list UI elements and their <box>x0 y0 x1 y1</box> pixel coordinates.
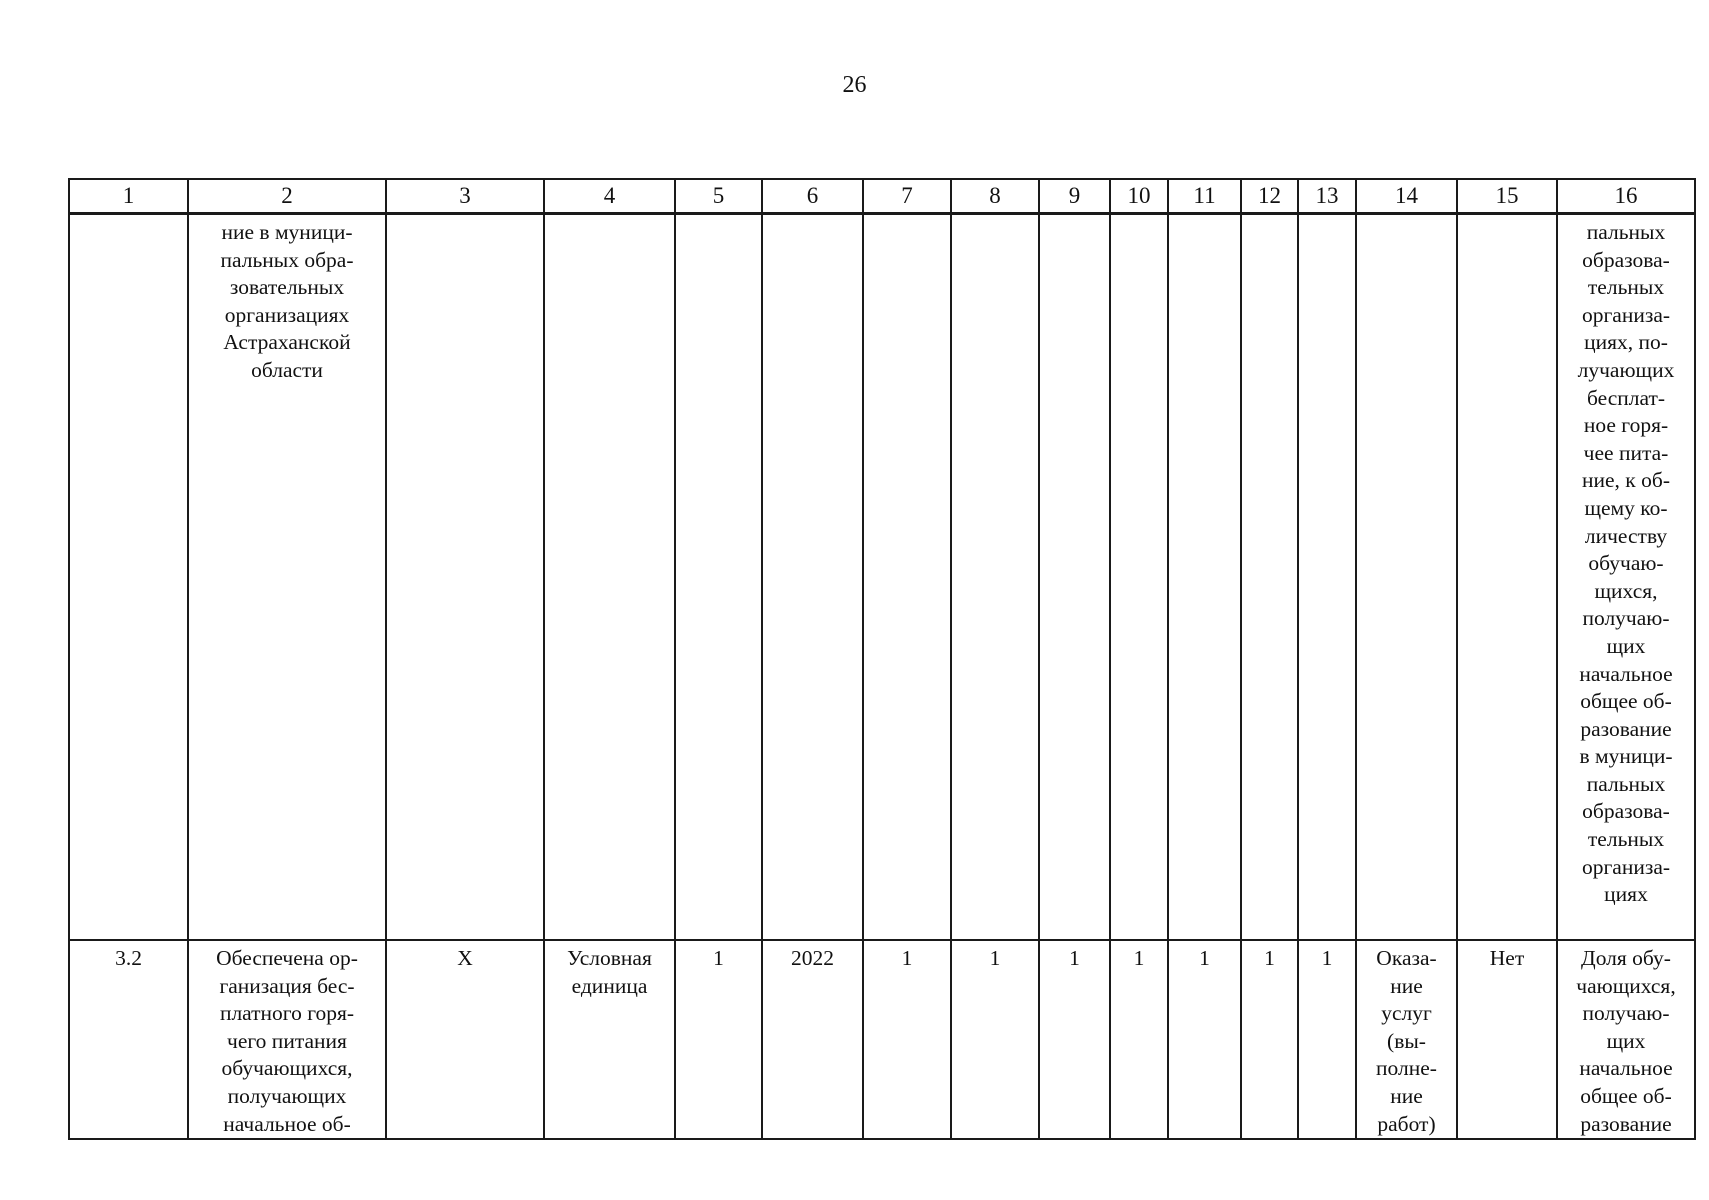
cell-empty <box>69 214 188 941</box>
header-cell-9: 9 <box>1039 179 1110 214</box>
cell-unit: Условная единица <box>544 940 675 1139</box>
cell-col-8: 1 <box>951 940 1039 1139</box>
cell-empty <box>544 214 675 941</box>
header-cell-1: 1 <box>69 179 188 214</box>
cell-empty <box>1298 214 1356 941</box>
header-cell-10: 10 <box>1110 179 1168 214</box>
header-cell-15: 15 <box>1457 179 1557 214</box>
indicator-table <box>68 178 1694 1140</box>
cell-empty <box>386 214 544 941</box>
cell-col-9: 1 <box>1039 940 1110 1139</box>
cell-empty <box>863 214 951 941</box>
cell-empty <box>1457 214 1557 941</box>
cell-col-13: 1 <box>1298 940 1356 1139</box>
column-number-header-row <box>69 179 1695 214</box>
header-cell-5: 5 <box>675 179 762 214</box>
cell-empty <box>1168 214 1241 941</box>
header-cell-8: 8 <box>951 179 1039 214</box>
table-row-continuation <box>69 214 1695 941</box>
cell-row-number: 3.2 <box>69 940 188 1139</box>
cell-empty <box>1110 214 1168 941</box>
header-cell-16: 16 <box>1557 179 1695 214</box>
page-number: 26 <box>842 72 867 98</box>
cell-col-15: Нет <box>1457 940 1557 1139</box>
cell-empty <box>1241 214 1298 941</box>
cell-indicator-description-continued: пальных образова- тельных организа- циях, по- лучающих бесплат- ное горя- чее пита- ние, к об- щему ко- личеству обучаю- щихся, получаю- щих начальное общее об- разование в муници- пальных образова- тельных организа- циях <box>1557 214 1695 941</box>
cell-year: 2022 <box>762 940 863 1139</box>
header-cell-6: 6 <box>762 179 863 214</box>
cell-result-type: Оказа- ние услуг (вы- полне- ние работ) <box>1356 940 1457 1139</box>
cell-col-11: 1 <box>1168 940 1241 1139</box>
cell-col-3: Х <box>386 940 544 1139</box>
cell-task-name: Обеспечена ор- ганизация бес- платного горя- чего питания обучающихся, получающих начальное об- <box>188 940 386 1139</box>
cell-empty <box>1039 214 1110 941</box>
cell-indicator-description: Доля обу- чающихся, получаю- щих начальное общее об- разование <box>1557 940 1695 1139</box>
cell-col-10: 1 <box>1110 940 1168 1139</box>
header-cell-12: 12 <box>1241 179 1298 214</box>
cell-task-name-continued: ние в муници- пальных обра- зовательных организациях Астраханской области <box>188 214 386 941</box>
cell-col-7: 1 <box>863 940 951 1139</box>
cell-empty <box>1356 214 1457 941</box>
cell-empty <box>675 214 762 941</box>
header-cell-3: 3 <box>386 179 544 214</box>
cell-col-12: 1 <box>1241 940 1298 1139</box>
header-cell-14: 14 <box>1356 179 1457 214</box>
table-row-3-2 <box>69 940 1695 1139</box>
cell-empty <box>951 214 1039 941</box>
cell-col-5: 1 <box>675 940 762 1139</box>
header-cell-13: 13 <box>1298 179 1356 214</box>
header-cell-4: 4 <box>544 179 675 214</box>
header-cell-2: 2 <box>188 179 386 214</box>
cell-empty <box>762 214 863 941</box>
header-cell-11: 11 <box>1168 179 1241 214</box>
header-cell-7: 7 <box>863 179 951 214</box>
